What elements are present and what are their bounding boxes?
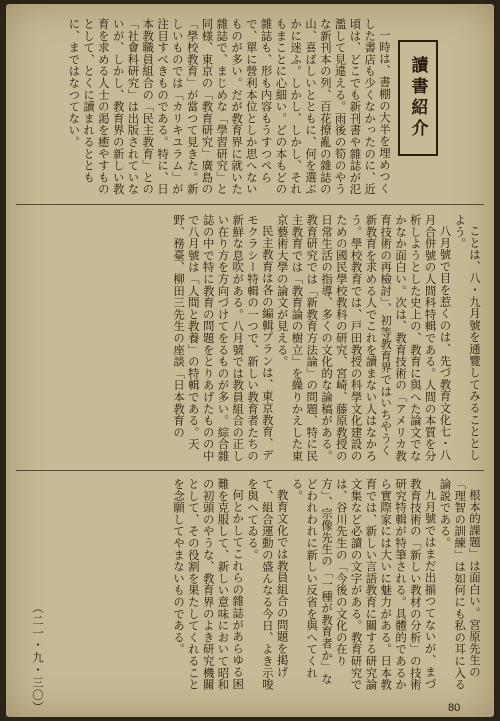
upper-paragraph-1: ことは、八・九月號を通覽してみることとしよう。	[453, 214, 482, 462]
intro-paragraph: 一時は、書棚の大半を埋めつくした書店も少くなかったのに、近頃は、どこでも新刊書や雜誌が氾濫して見違える。雨後の筍のやうな新刊本の列、百花撩亂の雜誌の山、喜ばしいとともに、何を選ぶかに迷ふ。しかし、しかし、それもまことに心細い。どの本もどの雜誌も、形も内容もうすつぺらで、單に營利本位としか思へないものが多い。だが教育界に就いた雜誌で、まじめな「學習研究」と同様、東京の「教育研究」廣島の「學校教育」が當つて見きた。新しいものでは「カリキユラム」が注目すべきものである。特に、日本教職員組合の「民主教育」との「社會科研究」は出版されていないが、しかし、教育界の新しい教育を求める人士の渇を癒やすものとして、とくに讀まれるとともに、まではなつてない。	[67, 18, 392, 195]
section-title-box	[398, 40, 438, 156]
lower-paragraph-1: 根本的課題」は面白い。宮原先生の「理智の訓練」は如何にも私の耳に入る論説である。	[438, 478, 482, 691]
upper-paragraph-3: 民主教育は各の編輯プランは、東京教育、デモクラシー特輯の一つで、新しい教育者たちの新鮮な息吹がある。八月號では教員組合の正しい在り方を方向づけてをるものが多い。綜合雜誌の中で特に教育の問題をとりあげたものの中で八月號は「人間と教養」の特輯である。天野、務臺、柳田三先生の座談「日本教育の	[172, 214, 275, 462]
date-line: （二一・九・三〇）	[31, 602, 45, 714]
divider-bottom	[16, 470, 484, 471]
page-number: 80	[448, 702, 461, 714]
book-page	[6, 4, 494, 717]
lower-paragraph-2: 九月號ではまだ出揃つてないが、まづ教育技術の「新しい教材の分析」の技術研究特輯が特筆される。具體的であるから實際家には大いに魅力がある。日本教育では、新しい言語教育に關する研究論文集など必讀の文字がある。教育研究では、谷川先生の「今後の文化の在り方」、宗像先生の「一種が教育者か」などわれわれに新しい反省を與へてくれる。	[290, 478, 438, 691]
section-title: 讀書紹介	[407, 56, 428, 140]
intro-column	[20, 18, 392, 196]
lower-paragraph-3: 教育文化では教員組合の問題を掲げて、組合運動の盛んなる今日、よき示唆を與へてゐる。	[246, 478, 290, 691]
lower-text-column	[66, 478, 482, 692]
upper-text-column	[20, 214, 482, 462]
upper-paragraph-2: 八月號で目を惹くのは、先づ教育文化七・八月合併號の人間科特輯である。人間の本質を分析しようとした史上の、教育に與へた論文でなかなか面白い。次は、教育技術の「アメリカ教育技術の再檢討」、初等教育界ではいちやうく新教育を求める人でこれを讀まない人はなかろう。學校教育では、戸田教授の科學文化建設のための國民學校教科の研究、宮崎、藤原教授の日常生活の指導、多くの文化的な論稿がある。教育研究では「新教育方法論」の問題、特に民主教育では「教育論の樹立」を繰りかえした東京藝術大學の論文が見える。	[275, 214, 453, 462]
divider-top	[16, 204, 484, 205]
lower-paragraph-4: 何とかしてこれらの雜誌があらゆる困難を克服して、新しい意味において昭和の初頭のやうな、教育界のよき研究機關として、その役割を果たしてくれることを念願してやまないものである。	[172, 478, 246, 691]
